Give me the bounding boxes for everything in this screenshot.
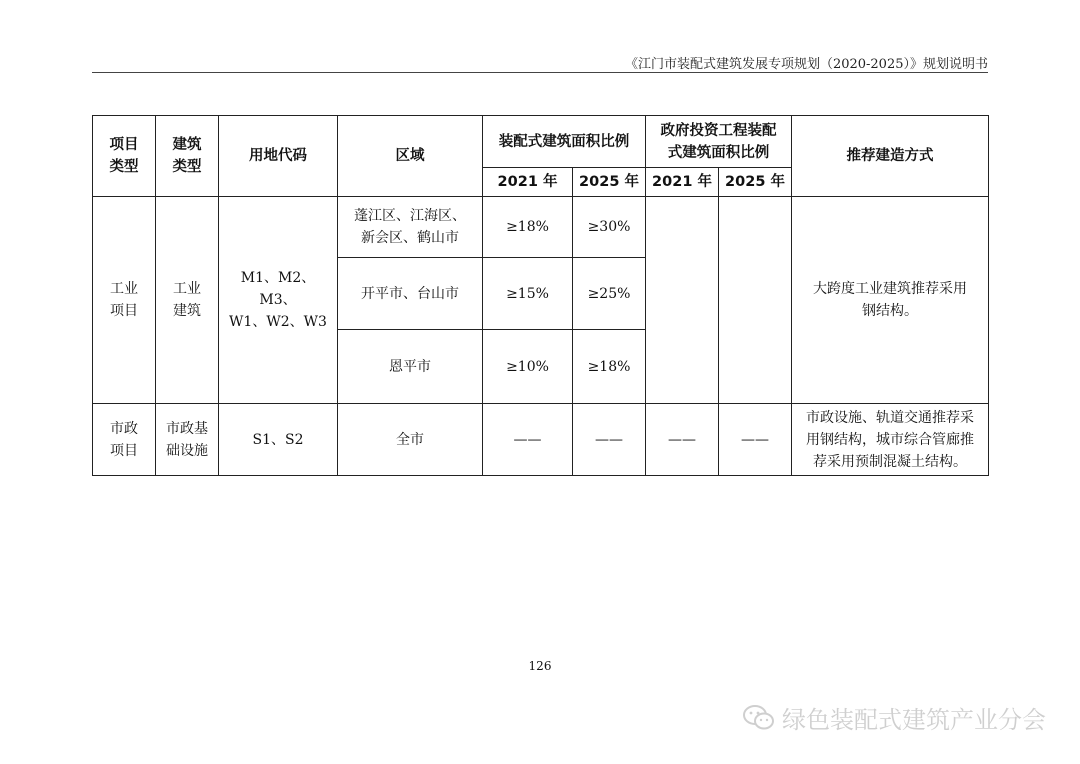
header-year: 2021 年: [646, 168, 719, 197]
cell-building-type: 工业 建筑: [156, 197, 219, 404]
cell-ratio-2025: ≥30%: [573, 197, 646, 258]
cell-gov-2021: [646, 197, 719, 404]
header-year: 2025 年: [719, 168, 792, 197]
cell-ratio-2021: ≥10%: [483, 330, 573, 404]
cell-ratio-2025: ——: [573, 404, 646, 476]
header-prefab-ratio: 装配式建筑面积比例: [483, 116, 646, 168]
cell-ratio-2021: ≥18%: [483, 197, 573, 258]
page-number: 126: [528, 659, 552, 673]
cell-building-type: 市政基 础设施: [156, 404, 219, 476]
document-header: 《江门市装配式建筑发展专项规划（2020-2025）》规划说明书: [624, 57, 988, 72]
cell-land-code: M1、M2、M3、 W1、W2、W3: [219, 197, 338, 404]
header-gov-ratio: 政府投资工程装配 式建筑面积比例: [646, 116, 792, 168]
cell-project-type: 市政 项目: [93, 404, 156, 476]
cell-land-code: S1、S2: [219, 404, 338, 476]
cell-ratio-2025: ≥25%: [573, 258, 646, 330]
cell-region: 全市: [338, 404, 483, 476]
watermark-text: 绿色装配式建筑产业分会: [782, 706, 1046, 734]
header-rule: [92, 72, 988, 73]
header-method: 推荐建造方式: [792, 116, 989, 197]
watermark: [742, 700, 1046, 735]
planning-table: [92, 115, 989, 476]
cell-project-type: 工业 项目: [93, 197, 156, 404]
cell-ratio-2025: ≥18%: [573, 330, 646, 404]
cell-region: 恩平市: [338, 330, 483, 404]
cell-method: 大跨度工业建筑推荐采用 钢结构。: [792, 197, 989, 404]
cell-method: 市政设施、轨道交通推荐采 用钢结构，城市综合管廊推 荐采用预制混凝土结构。: [792, 404, 989, 476]
cell-ratio-2021: ≥15%: [483, 258, 573, 330]
wechat-icon: [742, 704, 776, 732]
header-year: 2025 年: [573, 168, 646, 197]
cell-region: 开平市、台山市: [338, 258, 483, 330]
cell-gov-2021: ——: [646, 404, 719, 476]
header-building-type: 建筑 类型: [156, 116, 219, 197]
cell-region: 蓬江区、江海区、 新会区、鹤山市: [338, 197, 483, 258]
header-region: 区域: [338, 116, 483, 197]
cell-gov-2025: ——: [719, 404, 792, 476]
cell-gov-2025: [719, 197, 792, 404]
header-land-code: 用地代码: [219, 116, 338, 197]
cell-ratio-2021: ——: [483, 404, 573, 476]
header-year: 2021 年: [483, 168, 573, 197]
header-project-type: 项目 类型: [93, 116, 156, 197]
